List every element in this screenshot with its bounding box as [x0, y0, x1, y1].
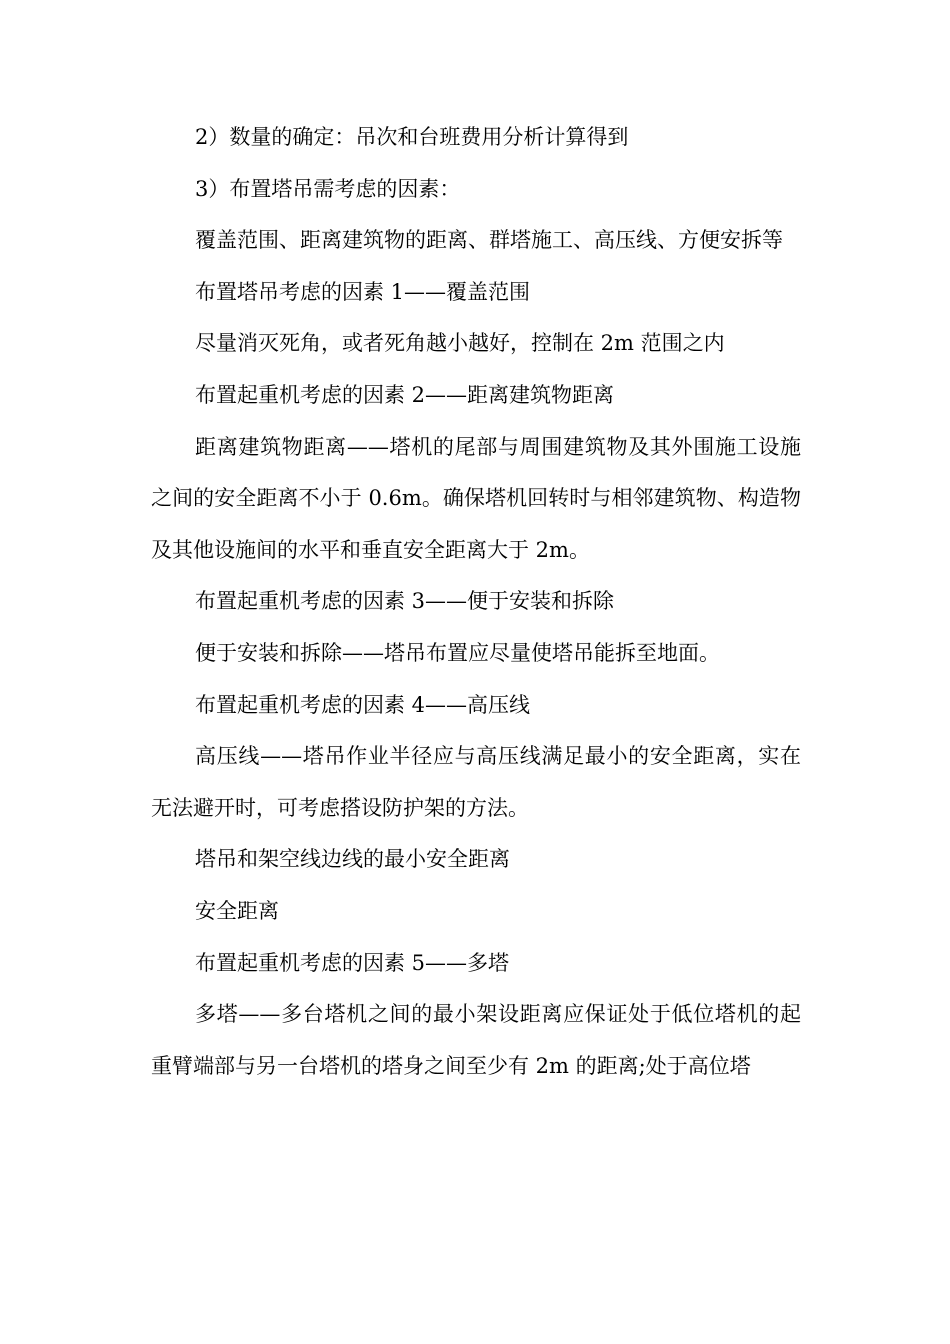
paragraph-factor-4-body: 高压线——塔吊作业半径应与高压线满足最小的安全距离，实在无法避开时，可考虑搭设防护架的方法。	[151, 744, 801, 820]
paragraph-factor-2-heading: 布置起重机考虑的因素 2——距离建筑物距离	[195, 382, 615, 407]
paragraph-quantity: 2）数量的确定：吊次和台班费用分析计算得到	[195, 125, 629, 149]
paragraph-factor-2-body: 距离建筑物距离——塔机的尾部与周围建筑物及其外围施工设施之间的安全距离不小于 0.6m。确保塔机回转时与相邻建筑物、构造物及其他设施间的水平和垂直安全距离大于 2m。	[151, 434, 801, 562]
paragraph-factors-list: 覆盖范围、距离建筑物的距离、群塔施工、高压线、方便安拆等	[195, 228, 783, 253]
document-body	[151, 112, 801, 1092]
paragraph-factor-3-heading: 布置起重机考虑的因素 3——便于安装和拆除	[195, 589, 615, 614]
paragraph-factor-5-heading: 布置起重机考虑的因素 5——多塔	[195, 950, 510, 975]
paragraph-factor-4-heading: 布置起重机考虑的因素 4——高压线	[195, 692, 531, 717]
paragraph-factor-5-body: 多塔——多台塔机之间的最小架设距离应保证处于低位塔机的起重臂端部与另一台塔机的塔身之间至少有 2m 的距离;处于高位塔	[151, 1002, 801, 1078]
paragraph-min-distance-title: 塔吊和架空线边线的最小安全距离	[195, 847, 510, 872]
paragraph-factor-3-body: 便于安装和拆除——塔吊布置应尽量使塔吊能拆至地面。	[195, 640, 720, 665]
paragraph-factors-heading: 3）布置塔吊需考虑的因素：	[195, 176, 461, 201]
paragraph-safe-distance: 安全距离	[195, 898, 279, 923]
paragraph-factor-1-body: 尽量消灭死角，或者死角越小越好，控制在 2m 范围之内	[195, 331, 725, 356]
paragraph-factor-1-heading: 布置塔吊考虑的因素 1——覆盖范围	[195, 279, 531, 304]
